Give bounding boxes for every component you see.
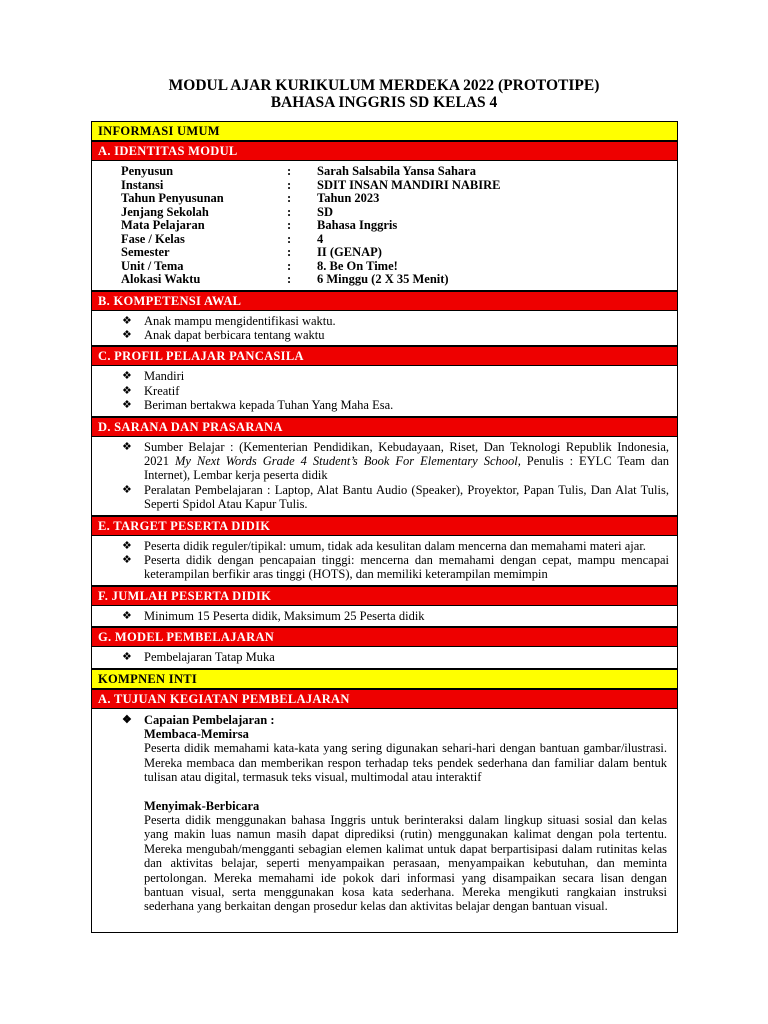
identity-colon: : (287, 204, 292, 219)
capaian-label: Capaian Pembelajaran : (144, 712, 275, 727)
list-item (121, 609, 669, 623)
identity-label: Jenjang Sekolah (121, 204, 209, 219)
identity-colon: : (287, 191, 292, 205)
identity-label: Mata Pelajaran (121, 218, 205, 232)
identity-colon: : (287, 164, 292, 178)
profil-box (91, 366, 678, 416)
identity-value: Tahun 2023 (317, 191, 380, 205)
identity-row (92, 165, 677, 179)
list-item (121, 650, 669, 664)
document-subtitle: BAHASA INGGRIS SD KELAS 4 (270, 94, 498, 111)
list-item (121, 398, 669, 412)
identity-label: Fase / Kelas (121, 231, 185, 246)
list-item (121, 328, 669, 342)
identity-colon: : (287, 231, 292, 246)
identity-value: 8. Be On Time! (317, 258, 398, 273)
model-box (91, 647, 678, 668)
identity-colon: : (287, 258, 292, 273)
identity-label: Semester (121, 245, 170, 259)
diamond-bullet-icon: ❖ (122, 384, 132, 397)
identity-value: SDIT INSAN MANDIRI NABIRE (317, 177, 501, 192)
section-kompetensi-awal: B. KOMPETENSI AWAL (91, 291, 678, 311)
identity-colon: : (287, 272, 292, 286)
diamond-bullet-icon: ❖ (122, 651, 132, 664)
section-sarana-prasarana: D. SARANA DAN PRASARANA (91, 417, 678, 437)
identity-value: II (GENAP) (317, 245, 382, 259)
list-item-text: Kreatif (144, 383, 180, 398)
diamond-bullet-icon: ❖ (122, 609, 132, 622)
section-jumlah-peserta: F. JUMLAH PESERTA DIDIK (91, 586, 678, 606)
list-item-text: Minimum 15 Peserta didik, Maksimum 25 Peserta didik (144, 608, 425, 623)
list-item (121, 369, 669, 383)
identity-label: Alokasi Waktu (121, 272, 201, 286)
list-item (121, 314, 669, 328)
identity-row (92, 179, 677, 193)
target-box (91, 536, 678, 586)
diamond-bullet-icon: ❖ (122, 328, 132, 341)
diamond-bullet-icon: ❖ (122, 440, 132, 453)
section-informasi-umum: INFORMASI UMUM (91, 121, 678, 141)
identity-colon: : (287, 177, 292, 192)
identity-table (91, 161, 678, 291)
book-title: My Next Words Grade 4 Student’s Book For Elementary School, (174, 453, 521, 468)
identity-row (92, 206, 677, 220)
paragraph-membaca: Peserta didik memahami kata-kata yang sering digunakan sehari-hari dengan bantuan gambar/ilustrasi. Mereka membaca dan memberikan respon terhadap teks pendek sederhana dan familiar dalam bentuk tulisan atau digital, termasuk teks visual, multimodal atau interaktif (144, 741, 667, 785)
identity-value: 6 Minggu (2 X 35 Menit) (317, 272, 449, 286)
section-model-pembelajaran: G. MODEL PEMBELAJARAN (91, 627, 678, 647)
identity-colon: : (287, 245, 292, 259)
list-item-text: Peralatan Pembelajaran : Laptop, Alat Bantu Audio (Speaker), Proyektor, Papan Tulis, Dan Alat Tulis, Seperti Spidol Atau Kapur Tulis. (144, 482, 669, 512)
list-item-text: Beriman bertakwa kepada Tuhan Yang Maha Esa. (144, 398, 394, 413)
list-item (121, 384, 669, 398)
diamond-bullet-icon: ❖ (122, 553, 132, 566)
jumlah-box (91, 606, 678, 627)
section-tujuan-kegiatan: A. TUJUAN KEGIATAN PEMBELAJARAN (91, 689, 678, 709)
diamond-bullet-icon: ❖ (122, 399, 132, 412)
list-item-text: Anak mampu mengidentifikasi waktu. (144, 313, 336, 328)
identity-row (92, 233, 677, 247)
diamond-bullet-icon: ❖ (122, 539, 132, 552)
section-identitas-modul: A. IDENTITAS MODUL (91, 141, 678, 161)
identity-row (92, 246, 677, 260)
identity-row (92, 260, 677, 274)
identity-label: Penyusun (121, 164, 174, 178)
tujuan-box (91, 709, 678, 933)
identity-label: Tahun Penyusunan (121, 191, 224, 205)
diamond-bullet-icon: ❖ (122, 483, 132, 496)
list-item (121, 553, 669, 582)
module-document (91, 121, 678, 933)
list-item (121, 440, 669, 483)
section-target-peserta: E. TARGET PESERTA DIDIK (91, 516, 678, 536)
list-item-text: Peserta didik reguler/tipikal: umum, tidak ada kesulitan dalam mencerna dan memahami materi ajar. (144, 538, 646, 553)
list-item-text: Mandiri (144, 369, 185, 384)
identity-row (92, 192, 677, 206)
identity-row (92, 219, 677, 233)
identity-label: Instansi (121, 177, 164, 192)
list-item (121, 483, 669, 512)
list-item (121, 539, 669, 553)
list-item-text: Anak dapat berbicara tentang waktu (144, 327, 325, 342)
kompetensi-box (91, 311, 678, 347)
subheading-menyimak: Menyimak-Berbicara (144, 798, 260, 813)
identity-row (92, 273, 677, 287)
identity-value: 4 (317, 231, 324, 246)
list-item-text: Pembelajaran Tatap Muka (144, 650, 275, 665)
section-komponen-inti: KOMPNEN INTI (91, 669, 678, 689)
document-title: MODUL AJAR KURIKULUM MERDEKA 2022 (PROTOTIPE) (168, 77, 600, 94)
section-profil-pelajar: C. PROFIL PELAJAR PANCASILA (91, 346, 678, 366)
diamond-bullet-icon: ❖ (122, 370, 132, 383)
sarana-box (91, 437, 678, 516)
diamond-bullet-icon: ❖ (122, 314, 132, 327)
diamond-bullet-icon: ❖ (122, 713, 132, 726)
identity-value: Bahasa Inggris (317, 218, 398, 232)
subheading-membaca: Membaca-Memirsa (144, 727, 249, 741)
paragraph-menyimak: Peserta didik menggunakan bahasa Inggris untuk berinteraksi dalam lingkup situasi sosial dan kelas yang makin luas namun masih dapat diprediksi (rutin) menggunakan kalimat dengan pola tertentu. Mereka mengubah/mengganti sebagian elemen kalimat untuk dapat berpartisipasi dalam rutinitas kelas dan aktivitas belajar, seperti menyampaikan perasaan, menyampaikan kebutuhan, dan meminta pertolongan. Mereka memahami ide pokok dari informasi yang disampaikan secara lisan dengan bantuan visual, serta menggunakan kosa kata sederhana. Mereka mengikuti rangkaian instruksi sederhana yang berkaitan dengan prosedur kelas dan aktivitas belajar dengan bantuan visual. (144, 813, 667, 914)
identity-label: Unit / Tema (121, 258, 184, 273)
sumber-belajar-penulis: Penulis : EYLC Team dan Internet), Lembar kerja peserta didik (144, 453, 669, 483)
capaian-heading (121, 713, 667, 727)
identity-value: Sarah Salsabila Yansa Sahara (317, 164, 476, 178)
sumber-belajar-text: Sumber Belajar : (Kementerian Pendidikan, Kebudayaan, Riset, Dan Teknologi Republik Indonesia, 2021 (144, 439, 669, 468)
identity-colon: : (287, 218, 292, 232)
identity-value: SD (317, 204, 333, 219)
list-item-text: Peserta didik dengan pencapaian tinggi: mencerna dan memahami dengan cepat, mampu mencapai keterampilan berfikir aras tinggi (HOTS), dan memiliki keterampilan memimpin (144, 552, 669, 582)
